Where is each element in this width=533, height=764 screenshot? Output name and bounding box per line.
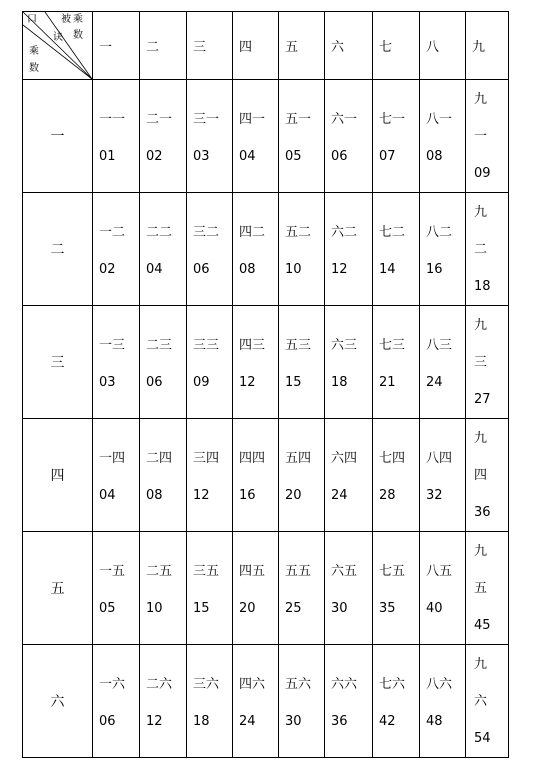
table-cell — [279, 80, 325, 193]
cell-phrase: 四四 — [239, 451, 266, 466]
cell-phrase-char: 二 — [474, 241, 488, 257]
table-cell — [373, 193, 420, 306]
cell-phrase: 五一 — [285, 112, 312, 127]
cell-product: 24 — [331, 488, 348, 503]
cell-product: 09 — [474, 165, 491, 181]
cell-product: 06 — [331, 149, 348, 164]
cell-phrase-char: 六 — [474, 693, 488, 709]
column-header: 四 — [233, 12, 279, 80]
table-cell — [325, 193, 373, 306]
table-cell — [279, 645, 325, 758]
table-cell — [93, 193, 140, 306]
cell-product: 32 — [426, 488, 443, 503]
table-cell — [233, 419, 279, 532]
table-row — [23, 193, 509, 306]
cell-phrase: 四五 — [239, 564, 266, 579]
table-cell — [140, 645, 187, 758]
column-header: 八 — [420, 12, 466, 80]
cell-phrase: 八五 — [426, 564, 453, 579]
cell-product: 10 — [146, 601, 163, 616]
cell-phrase: 五二 — [285, 225, 312, 240]
cell-phrase: 三一 — [193, 112, 220, 127]
cell-phrase: 七六 — [379, 677, 406, 692]
table-cell — [420, 645, 466, 758]
row-header: 二 — [23, 193, 93, 306]
cell-phrase: 五四 — [285, 451, 312, 466]
header-row — [23, 12, 509, 80]
table-cell — [325, 419, 373, 532]
table-cell — [466, 532, 509, 645]
table-cell — [325, 80, 373, 193]
corner-label-kou: 口 — [27, 14, 37, 25]
column-header: 三 — [187, 12, 233, 80]
cell-phrase: 三三 — [193, 338, 220, 353]
cell-product: 36 — [474, 504, 491, 520]
table-cell — [325, 532, 373, 645]
table-cell — [420, 532, 466, 645]
cell-phrase-char: 九 — [474, 543, 488, 559]
corner-label-cheng: 乘 — [29, 46, 39, 57]
column-header: 七 — [373, 12, 420, 80]
cell-phrase: 二二 — [146, 225, 173, 240]
cell-product: 12 — [193, 488, 210, 503]
column-header: 一 — [93, 12, 140, 80]
cell-phrase: 七四 — [379, 451, 406, 466]
cell-product: 04 — [99, 488, 116, 503]
cell-phrase: 五五 — [285, 564, 312, 579]
corner-label-bei: 被 — [61, 14, 71, 25]
table-row — [23, 306, 509, 419]
cell-product: 18 — [193, 714, 210, 729]
table-row — [23, 532, 509, 645]
cell-product: 08 — [239, 262, 256, 277]
cell-phrase-char: 三 — [474, 354, 488, 370]
table-cell — [187, 80, 233, 193]
table-cell — [373, 80, 420, 193]
cell-phrase: 五六 — [285, 677, 312, 692]
table-cell — [279, 193, 325, 306]
cell-phrase: 八六 — [426, 677, 453, 692]
table-cell — [93, 645, 140, 758]
cell-phrase: 八二 — [426, 225, 453, 240]
table-cell — [233, 532, 279, 645]
cell-phrase: 六六 — [331, 677, 358, 692]
table-cell — [233, 80, 279, 193]
cell-phrase: 二四 — [146, 451, 173, 466]
corner-label-shu: 数 — [29, 63, 39, 74]
cell-product: 08 — [426, 149, 443, 164]
table-cell — [233, 193, 279, 306]
table-cell — [466, 193, 509, 306]
table-cell — [93, 532, 140, 645]
cell-product: 24 — [239, 714, 256, 729]
cell-phrase: 二三 — [146, 338, 173, 353]
cell-product: 10 — [285, 262, 302, 277]
cell-product: 15 — [193, 601, 210, 616]
cell-phrase: 三六 — [193, 677, 220, 692]
table-cell — [93, 419, 140, 532]
cell-product: 12 — [239, 375, 256, 390]
table-cell — [140, 532, 187, 645]
cell-phrase: 一四 — [99, 451, 126, 466]
table-cell — [420, 193, 466, 306]
table-cell — [373, 645, 420, 758]
corner-label-bei-cheng: 乘 — [73, 14, 83, 25]
cell-product: 25 — [285, 601, 302, 616]
cell-product: 35 — [379, 601, 396, 616]
cell-product: 27 — [474, 391, 491, 407]
cell-product: 03 — [193, 149, 210, 164]
cell-product: 06 — [193, 262, 210, 277]
cell-product: 03 — [99, 375, 116, 390]
cell-phrase: 八四 — [426, 451, 453, 466]
cell-product: 30 — [285, 714, 302, 729]
cell-product: 14 — [379, 262, 396, 277]
column-header: 六 — [325, 12, 373, 80]
table-cell — [373, 532, 420, 645]
cell-phrase-char: 九 — [474, 204, 488, 220]
cell-product: 15 — [285, 375, 302, 390]
row-header: 四 — [23, 419, 93, 532]
table-cell — [466, 306, 509, 419]
cell-product: 06 — [146, 375, 163, 390]
cell-phrase: 六五 — [331, 564, 358, 579]
cell-phrase: 七五 — [379, 564, 406, 579]
cell-product: 48 — [426, 714, 443, 729]
table-cell — [420, 306, 466, 419]
cell-phrase-char: 九 — [474, 656, 488, 672]
table-cell — [187, 306, 233, 419]
cell-phrase: 八一 — [426, 112, 453, 127]
cell-product: 16 — [239, 488, 256, 503]
cell-product: 04 — [239, 149, 256, 164]
cell-product: 12 — [331, 262, 348, 277]
table-cell — [93, 80, 140, 193]
cell-product: 07 — [379, 149, 396, 164]
cell-product: 20 — [285, 488, 302, 503]
cell-product: 21 — [379, 375, 396, 390]
table-cell — [140, 306, 187, 419]
row-header: 三 — [23, 306, 93, 419]
table-row — [23, 645, 509, 758]
cell-phrase: 一六 — [99, 677, 126, 692]
cell-product: 18 — [331, 375, 348, 390]
cell-product: 45 — [474, 617, 491, 633]
table-cell — [325, 645, 373, 758]
cell-phrase: 四一 — [239, 112, 266, 127]
cell-product: 42 — [379, 714, 396, 729]
cell-product: 16 — [426, 262, 443, 277]
table-cell — [140, 419, 187, 532]
cell-phrase: 一二 — [99, 225, 126, 240]
cell-product: 40 — [426, 601, 443, 616]
cell-phrase-char: 九 — [474, 91, 488, 107]
table-cell — [373, 306, 420, 419]
cell-product: 28 — [379, 488, 396, 503]
table-cell — [466, 645, 509, 758]
cell-product: 30 — [331, 601, 348, 616]
table-cell — [233, 645, 279, 758]
cell-phrase: 二五 — [146, 564, 173, 579]
cell-phrase: 一三 — [99, 338, 126, 353]
cell-phrase-char: 一 — [474, 128, 488, 144]
cell-product: 06 — [99, 714, 116, 729]
cell-product: 36 — [331, 714, 348, 729]
cell-product: 20 — [239, 601, 256, 616]
cell-phrase: 三四 — [193, 451, 220, 466]
table-cell — [187, 645, 233, 758]
cell-product: 18 — [474, 278, 491, 294]
table-cell — [187, 193, 233, 306]
cell-product: 05 — [285, 149, 302, 164]
table-cell — [279, 419, 325, 532]
table-cell — [140, 80, 187, 193]
table-cell — [325, 306, 373, 419]
cell-product: 02 — [99, 262, 116, 277]
cell-phrase: 七三 — [379, 338, 406, 353]
corner-label-bei-shu: 数 — [73, 30, 83, 41]
table-cell — [140, 193, 187, 306]
cell-phrase: 四三 — [239, 338, 266, 353]
cell-phrase: 八三 — [426, 338, 453, 353]
cell-product: 02 — [146, 149, 163, 164]
cell-product: 08 — [146, 488, 163, 503]
column-header: 二 — [140, 12, 187, 80]
cell-phrase: 一五 — [99, 564, 126, 579]
cell-phrase-char: 九 — [474, 430, 488, 446]
row-header: 六 — [23, 645, 93, 758]
table-cell — [466, 80, 509, 193]
table-cell — [373, 419, 420, 532]
cell-phrase: 七二 — [379, 225, 406, 240]
cell-phrase: 六二 — [331, 225, 358, 240]
cell-product: 01 — [99, 149, 116, 164]
cell-product: 05 — [99, 601, 116, 616]
cell-phrase: 一一 — [99, 112, 126, 127]
cell-phrase-char: 九 — [474, 317, 488, 333]
table-cell — [420, 80, 466, 193]
cell-phrase: 二六 — [146, 677, 173, 692]
table-row — [23, 419, 509, 532]
cell-phrase: 三五 — [193, 564, 220, 579]
cell-phrase-char: 五 — [474, 580, 488, 596]
cell-phrase: 五三 — [285, 338, 312, 353]
row-header: 一 — [23, 80, 93, 193]
corner-cell — [23, 12, 93, 80]
column-header: 五 — [279, 12, 325, 80]
cell-product: 09 — [193, 375, 210, 390]
cell-phrase: 七一 — [379, 112, 406, 127]
multiplication-table — [22, 11, 509, 758]
row-header: 五 — [23, 532, 93, 645]
table-cell — [93, 306, 140, 419]
cell-product: 04 — [146, 262, 163, 277]
table-cell — [279, 306, 325, 419]
cell-phrase-char: 四 — [474, 467, 488, 483]
table-cell — [279, 532, 325, 645]
cell-phrase: 六四 — [331, 451, 358, 466]
table-cell — [187, 419, 233, 532]
table-cell — [187, 532, 233, 645]
cell-phrase: 三二 — [193, 225, 220, 240]
cell-product: 54 — [474, 730, 491, 746]
cell-phrase: 四二 — [239, 225, 266, 240]
cell-phrase: 二一 — [146, 112, 173, 127]
cell-product: 24 — [426, 375, 443, 390]
table-cell — [420, 419, 466, 532]
table-row — [23, 80, 509, 193]
cell-product: 12 — [146, 714, 163, 729]
cell-phrase: 六三 — [331, 338, 358, 353]
corner-label-jue: 诀 — [53, 32, 63, 43]
table-cell — [233, 306, 279, 419]
column-header: 九 — [466, 12, 509, 80]
cell-phrase: 六一 — [331, 112, 358, 127]
cell-phrase: 四六 — [239, 677, 266, 692]
table-cell — [466, 419, 509, 532]
